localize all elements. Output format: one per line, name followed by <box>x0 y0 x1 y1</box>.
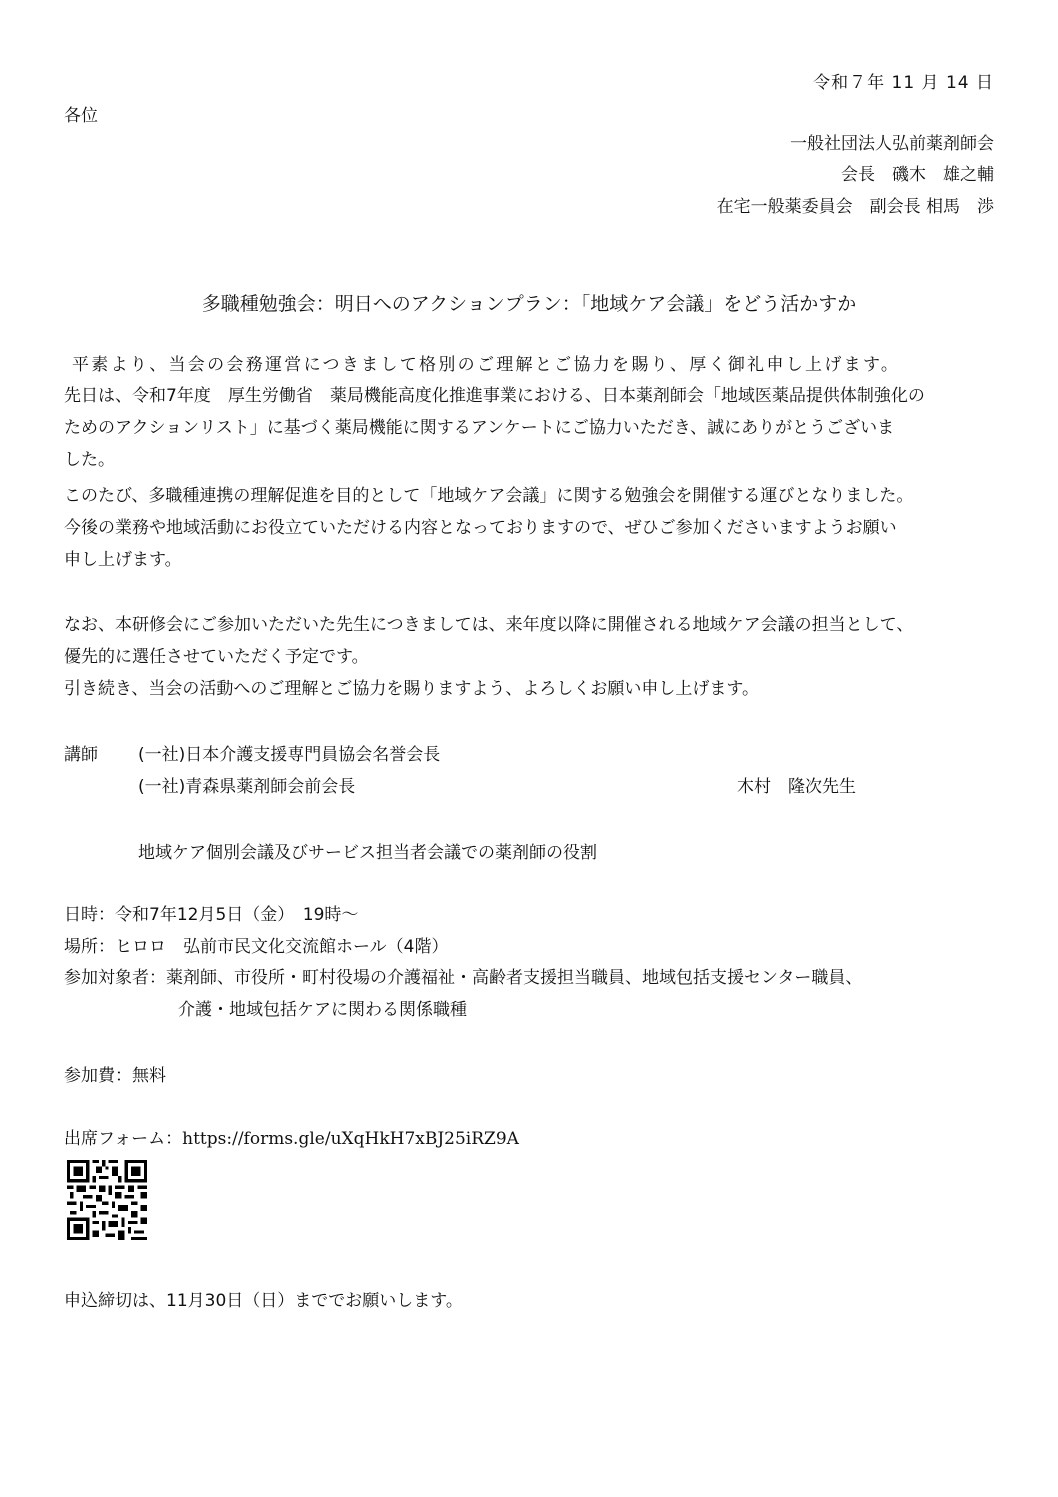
event-place: 場所：ヒロロ 弘前市民文化交流館ホール（4階） <box>64 937 449 957</box>
body-line: 申し上げます。 <box>64 550 182 570</box>
qr-code-icon[interactable] <box>67 1160 147 1240</box>
body-line: 今後の業務や地域活動にお役立ていただける内容となっておりますので、ぜひご参加くださいますようお願い <box>64 518 897 538</box>
event-fee: 参加費：無料 <box>64 1066 166 1086</box>
lecturer-affiliation-2: (一社)青森県薬剤師会前会長 <box>138 777 356 797</box>
sender-committee: 在宅一般薬委員会 副会長 相馬 渉 <box>716 197 994 217</box>
body-line: 優先的に選任させていただく予定です。 <box>64 647 369 667</box>
attendance-form <box>64 1124 519 1149</box>
body-line: ためのアクションリスト」に基づく薬局機能に関するアンケートにご協力いただき、誠にありがとうございま <box>64 418 895 438</box>
event-datetime: 日時：令和7年12月5日（金） 19時～ <box>64 905 359 925</box>
lecturer-affiliation-1: (一社)日本介護支援専門員協会名誉会長 <box>138 745 441 765</box>
addressee: 各位 <box>64 106 98 126</box>
lecturer-name: 木村 隆次先生 <box>737 777 856 797</box>
application-deadline: 申込締切は、11月30日（日）まででお願いします。 <box>64 1291 463 1311</box>
lecture-topic: 地域ケア個別会議及びサービス担当者会議での薬剤師の役割 <box>138 843 597 863</box>
body-line: 引き続き、当会の活動へのご理解とご協力を賜りますよう、よろしくお願い申し上げます。 <box>64 679 759 699</box>
body-line: 平素より、当会の会務運営につきまして格別のご理解とご協力を賜り、厚く御礼申し上げます。 <box>72 355 901 375</box>
body-line: このたび、多職種連携の理解促進を目的として「地域ケア会議」に関する勉強会を開催する運びとなりました。 <box>64 486 914 506</box>
body-line: した。 <box>64 450 115 470</box>
lecturer-label: 講師 <box>64 745 98 765</box>
body-line: なお、本研修会にご参加いただいた先生につきましては、来年度以降に開催される地域ケア会議の担当として、 <box>64 615 914 635</box>
document-date: 令和７年 11 月 14 日 <box>813 73 994 93</box>
event-target-line-2: 介護・地域包括ケアに関わる関係職種 <box>178 1000 467 1020</box>
event-target-line-1: 参加対象者：薬剤師、市役所・町村役場の介護福祉・高齢者支援担当職員、地域包括支援センター職員、 <box>64 968 863 988</box>
body-line: 先日は、令和7年度 厚生労働省 薬局機能高度化推進事業における、日本薬剤師会「地域医薬品提供体制強化の <box>64 386 925 406</box>
sender-president: 会長 磯木 雄之輔 <box>841 165 994 185</box>
form-label: 出席フォーム： <box>64 1129 183 1149</box>
form-url-link[interactable]: https://forms.gle/uXqHkH7xBJ25iRZ9A <box>182 1129 519 1149</box>
page-title: 多職種勉強会：明日へのアクションプラン：「地域ケア会議」をどう活かすか <box>201 293 857 315</box>
sender-organization: 一般社団法人弘前薬剤師会 <box>790 134 994 154</box>
